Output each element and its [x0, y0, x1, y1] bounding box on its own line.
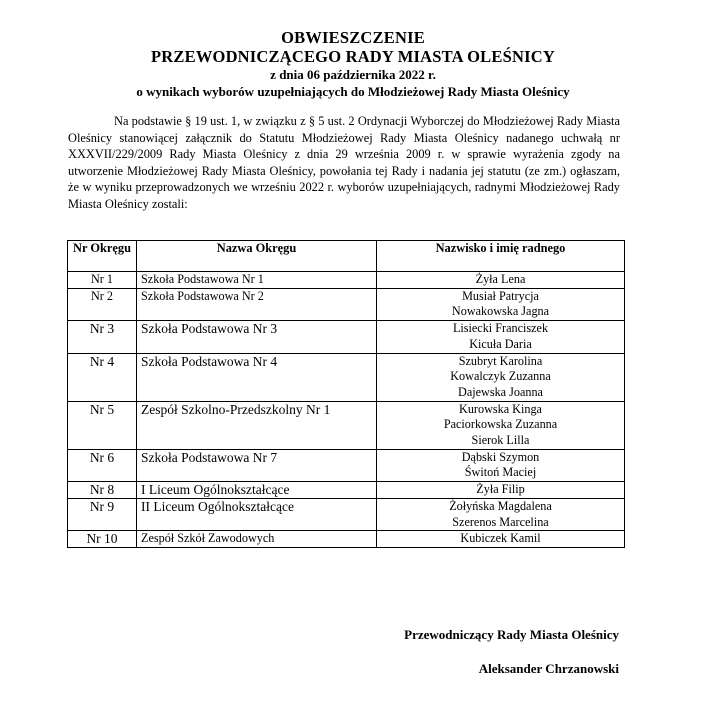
councillor-name: Świtoń Maciej — [464, 465, 537, 480]
district-number: Nr 1 — [68, 272, 137, 289]
document-subtitle: PRZEWODNICZĄCEGO RADY MIASTA OLEŚNICY — [151, 47, 555, 66]
district-name: Zespół Szkolno-Przedszkolny Nr 1 — [137, 401, 377, 449]
intro-text: Na podstawie § 19 ust. 1, w związku z § 5 ust. 2 Ordynacji Wyborczej do Młodzieżowej Rady Miasta Oleśnicy stanowiącej załącznik do Statutu Młodzieżowej Rady Miasta Oleśnicy nadanego uchwałą nr XXXVII/229/2009 Rady Miasta Oleśnicy z dnia 29 września 2009 r. w sprawie wyrażenia zgody na utworzenie Młodzieżowej Rady Miasta Oleśnicy, powołania tej Rady i nadania jej statutu (ze zm.) ogłaszam, że w wyniku przeprowadzonych we wrześniu 2022 r. wyborów uzupełniających, radnymi Młodzieżowej Rady Miasta Oleśnicy zostali: — [68, 114, 620, 211]
table-row — [68, 401, 625, 449]
councillor-name: Lisiecki Franciszek — [452, 321, 549, 336]
table-row — [68, 482, 625, 499]
councillor-name: Dajewska Joanna — [458, 384, 543, 399]
councillor-list — [377, 449, 625, 481]
councillor-name: Szubryt Karolina — [458, 353, 543, 368]
councillor-list — [377, 482, 625, 499]
councillor-name: Musiał Patrycja — [462, 288, 539, 303]
councillor-name: Szerenos Marcelina — [452, 514, 549, 529]
signature-name: Aleksander Chrzanowski — [478, 661, 619, 676]
district-name: I Liceum Ogólnokształcące — [137, 482, 377, 499]
councillor-name: Kurowska Kinga — [459, 401, 542, 416]
councillor-name: Kicuła Daria — [469, 336, 532, 351]
table-row — [68, 353, 625, 401]
header-district-name: Nazwa Okręgu — [137, 241, 377, 272]
district-number: Nr 2 — [68, 288, 137, 320]
district-name: Szkoła Podstawowa Nr 7 — [137, 449, 377, 481]
councillor-name: Kubiczek Kamil — [460, 531, 541, 546]
document-date: z dnia 06 października 2022 r. — [270, 67, 436, 82]
councillor-name: Sierok Lilla — [471, 433, 530, 448]
district-name: Szkoła Podstawowa Nr 3 — [137, 321, 377, 353]
table-header-row — [68, 241, 625, 272]
district-name: Szkoła Podstawowa Nr 1 — [137, 272, 377, 289]
document-subject: o wynikach wyborów uzupełniających do Młodzieżowej Rady Miasta Oleśnicy — [136, 84, 570, 99]
councillor-list — [377, 272, 625, 289]
councillor-name: Żyła Filip — [476, 482, 525, 497]
councillor-name: Dąbski Szymon — [461, 449, 540, 464]
councillor-list — [377, 401, 625, 449]
signature-title: Przewodniczący Rady Miasta Oleśnicy — [404, 627, 619, 642]
header-councillor-names: Nazwisko i imię radnego — [377, 241, 625, 272]
district-number: Nr 4 — [68, 353, 137, 401]
district-name: II Liceum Ogólnokształcące — [137, 498, 377, 530]
councillor-name: Nowakowska Jagna — [451, 304, 550, 319]
district-number: Nr 5 — [68, 401, 137, 449]
district-number: Nr 9 — [68, 498, 137, 530]
councillor-list — [377, 498, 625, 530]
table-row — [68, 531, 625, 548]
councillor-list — [377, 531, 625, 548]
district-number: Nr 6 — [68, 449, 137, 481]
district-name: Szkoła Podstawowa Nr 2 — [137, 288, 377, 320]
intro-paragraph — [68, 113, 620, 213]
councillor-name: Żyła Lena — [475, 272, 526, 286]
header-district-number: Nr Okręgu — [68, 241, 137, 272]
district-name: Zespół Szkół Zawodowych — [137, 531, 377, 548]
district-number: Nr 8 — [68, 482, 137, 499]
district-name: Szkoła Podstawowa Nr 4 — [137, 353, 377, 401]
table-row — [68, 449, 625, 481]
councillor-name: Żołyńska Magdalena — [449, 498, 552, 513]
councillor-list — [377, 353, 625, 401]
document-title: OBWIESZCZENIE — [281, 28, 425, 47]
table-row — [68, 272, 625, 289]
table-row — [68, 321, 625, 353]
table-row — [68, 288, 625, 320]
councillor-name: Paciorkowska Zuzanna — [443, 417, 558, 432]
councillor-list — [377, 288, 625, 320]
councillor-list — [377, 321, 625, 353]
district-number: Nr 3 — [68, 321, 137, 353]
councillor-name: Kowalczyk Zuzanna — [450, 369, 551, 384]
district-number: Nr 10 — [68, 531, 137, 548]
table-row — [68, 498, 625, 530]
results-table — [67, 240, 625, 548]
document-header — [0, 28, 706, 100]
